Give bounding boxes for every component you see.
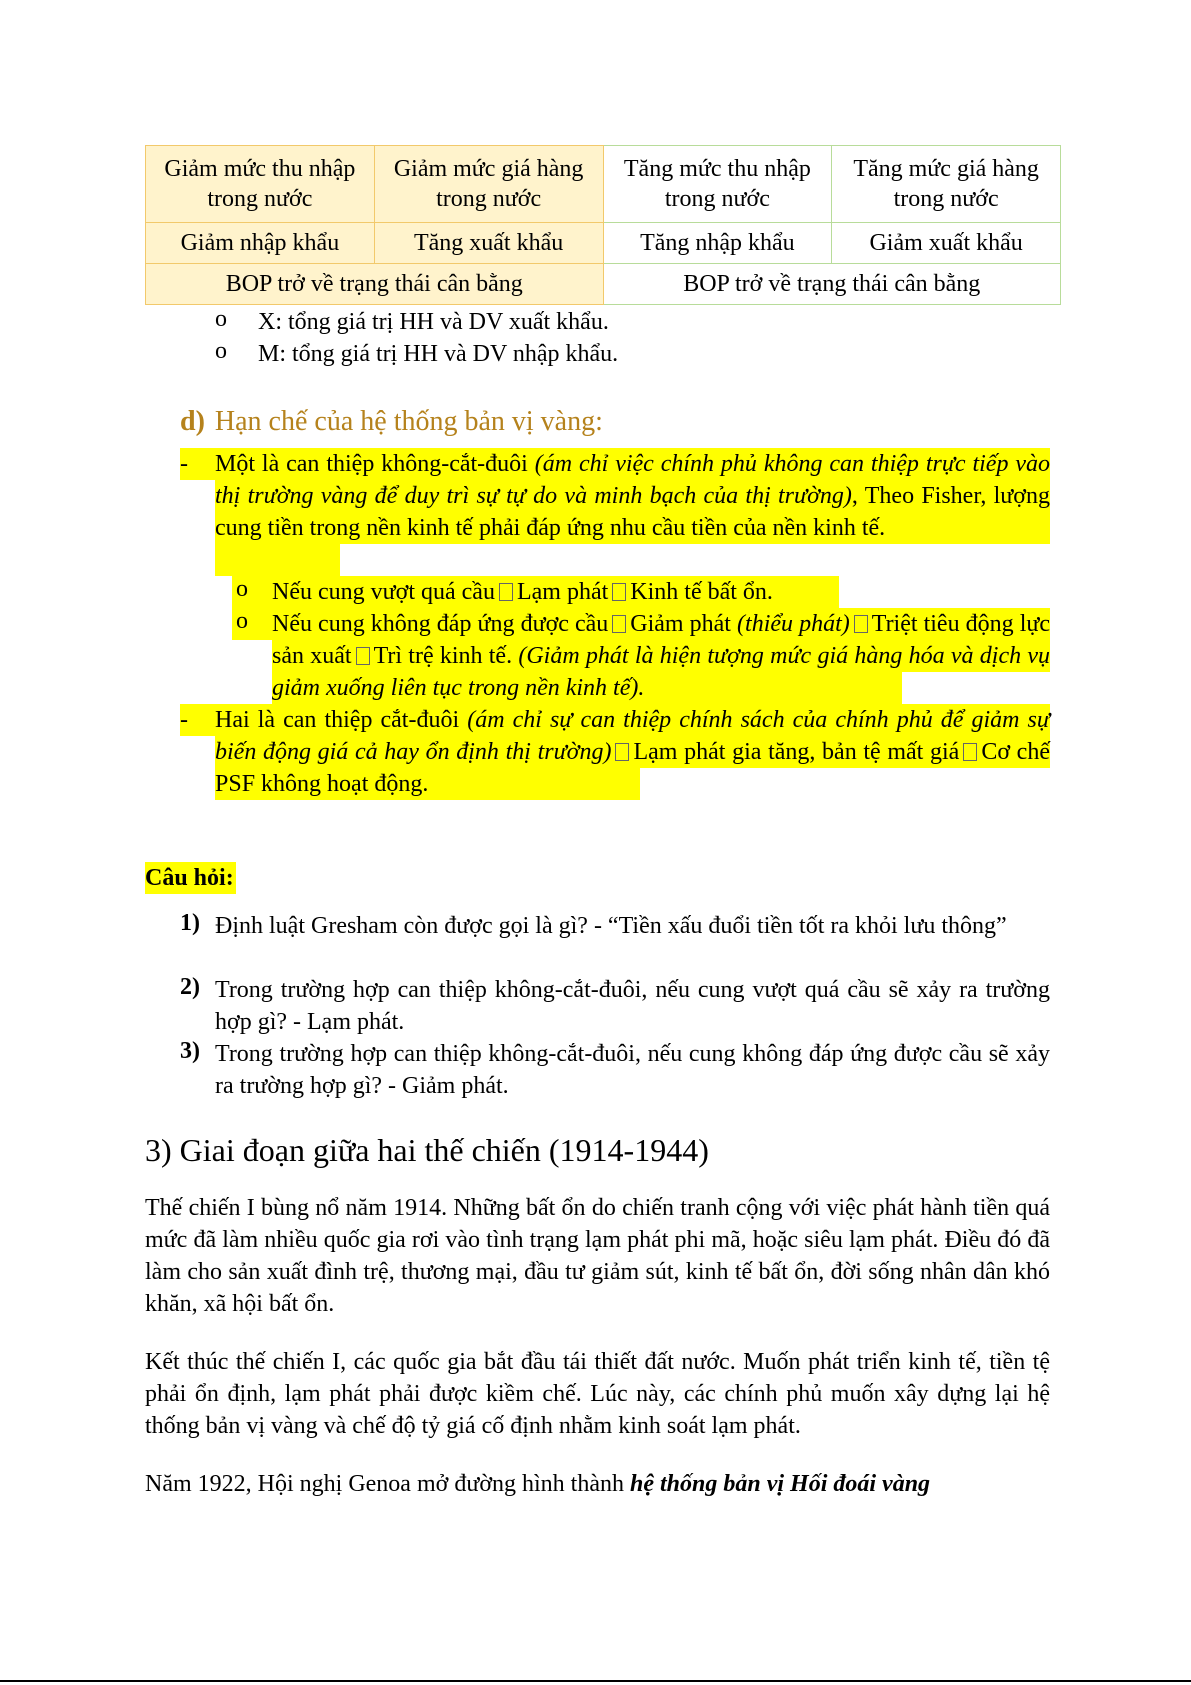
sub2-result: Giảm phát [630,611,731,637]
section-3-heading: 3) Giai đoạn giữa hai thế chiến (1914-1944) [145,1132,709,1168]
question-1: Định luật Gresham còn được gọi là gì? - “Tiền xấu đuổi tiền tốt ra khỏi lưu thông” [215,913,1007,939]
arrow-icon [963,743,977,761]
item2-consequence: Cơ chế PSF không hoạt động. [215,739,1050,797]
paragraph [145,1468,1050,1500]
sub2-consequence: Triệt tiêu động lực sản xuất [272,611,1051,669]
item2-italic: (ám chỉ sự can thiệp chính sách của chính phủ để giảm sự biến động giá cả hay ổn định thị trường) [215,707,1050,765]
comparison-table [145,145,1061,305]
sub1-result: Lạm phát [516,579,609,605]
bullet-marker: o [215,306,227,332]
table-row [146,146,1061,223]
question-2: Trong trường hợp can thiệp không-cắt-đuôi, nếu cung vượt quá cầu sẽ xảy ra trường hợp gì? - Lạm phát. [215,977,1050,1035]
sub1-consequence: Kinh tế bất ổn. [630,579,773,605]
dash-marker: - [180,707,188,733]
question-3: Trong trường hợp can thiệp không-cắt-đuôi, nếu cung không đáp ứng được cầu sẽ xảy ra trường hợp gì? - Giảm phát. [215,1041,1050,1099]
sub-bullet-1 [272,576,1050,608]
arrow-icon [612,583,626,601]
definition-x: X: tổng giá trị HH và DV xuất khẩu. [258,309,609,335]
arrow-icon [356,647,370,665]
sub2-text: Nếu cung không đáp ứng được cầu [272,611,609,637]
item2-result: Lạm phát gia tăng, bản tệ mất giá [633,739,960,765]
sub2-result-italic: (thiểu phát) [737,611,850,637]
arrow-icon [854,615,868,633]
arrow-icon [499,583,513,601]
section-d-heading [180,404,603,440]
definition-m: M: tổng giá trị HH và DV nhập khẩu. [258,341,619,367]
bullet-marker: o [236,576,248,602]
sub2-italic-note: (Giảm phát là hiện tượng mức giá hàng hóa và dịch vụ giảm xuống liên tục trong nền kinh tế). [272,643,1050,701]
table-cell: BOP trở về trạng thái cân bằng [146,264,604,305]
section-d-title: Hạn chế của hệ thống bản vị vàng: [214,406,603,437]
section-d-label: d) [180,406,205,437]
table-cell: BOP trở về trạng thái cân bằng [603,264,1061,305]
sub1-text: Nếu cung vượt quá cầu [272,579,495,605]
bullet-marker: o [236,608,248,634]
paragraph: Thế chiến I bùng nổ năm 1914. Những bất ổn do chiến tranh cộng với việc phát hành tiền quá mức đã làm nhiều quốc gia rơi vào tình trạng lạm phát phi mã, hoặc siêu lạm phát. Điều đó đã làm cho sản xuất đình trệ, thương mại, đầu tư giảm sút, kinh tế bất ổn, đời sống nhân dân khó khăn, xã hội bất ổn. [145,1195,1050,1317]
item2-text: Hai là can thiệp cắt-đuôi [215,707,460,733]
table-cell: Tăng mức giá hàng trong nước [832,146,1061,223]
arrow-icon [612,615,626,633]
sub2-consequence-2: Trì trệ kinh tế. [373,643,513,669]
table-cell: Giảm mức giá hàng trong nước [374,146,603,223]
table-cell: Giảm mức thu nhập trong nước [146,146,375,223]
paragraph-emphasis: hệ thống bản vị Hối đoái vàng [630,1471,931,1497]
arrow-icon [615,743,629,761]
dash-marker: - [180,451,188,477]
highlight-band [215,544,340,576]
question-number: 1) [180,910,200,936]
table-row [146,223,1061,264]
table-cell: Tăng mức thu nhập trong nước [603,146,832,223]
question-number: 2) [180,974,200,1000]
limitation-item-2 [215,704,1050,800]
table-cell: Giảm nhập khẩu [146,223,375,264]
sub-bullet-2 [272,608,1050,704]
questions-title: Câu hỏi: [145,862,236,894]
paragraph-text: Năm 1922, Hội nghị Genoa mở đường hình thành [145,1471,625,1497]
bullet-marker: o [215,338,227,364]
page-bottom-rule [0,1680,1191,1682]
table-cell: Tăng xuất khẩu [374,223,603,264]
item1-text: Một là can thiệp không-cắt-đuôi [215,451,528,477]
table-cell: Tăng nhập khẩu [603,223,832,264]
item1-italic: (ám chỉ việc chính phủ không can thiệp trực tiếp vào thị trường vàng để duy trì sự tự do và minh bạch của thị trường) [215,451,1051,509]
table-row [146,264,1061,305]
item1-rest: Theo Fisher, lượng cung tiền trong nền kinh tế phải đáp ứng nhu cầu tiền của nền kinh tế. [215,483,1050,541]
limitation-item-1: Một là can thiệp không-cắt-đuôi (ám chỉ việc chính phủ không can thiệp trực tiếp vào thị trường vàng để duy trì sự tự do và minh bạch của thị trường), Theo Fisher, lượng cung tiền trong nền kinh tế phải đáp ứng nhu cầu tiền của nền kinh tế. [215,451,1051,541]
paragraph: Kết thúc thế chiến I, các quốc gia bắt đầu tái thiết đất nước. Muốn phát triển kinh tế, tiền tệ phải ổn định, lạm phát phải được kiềm chế. Lúc này, các chính phủ muốn xây dựng lại hệ thống bản vị vàng và chế độ tỷ giá cố định nhằm kinh soát lạm phát. [145,1349,1050,1439]
table-cell: Giảm xuất khẩu [832,223,1061,264]
question-number: 3) [180,1038,200,1064]
